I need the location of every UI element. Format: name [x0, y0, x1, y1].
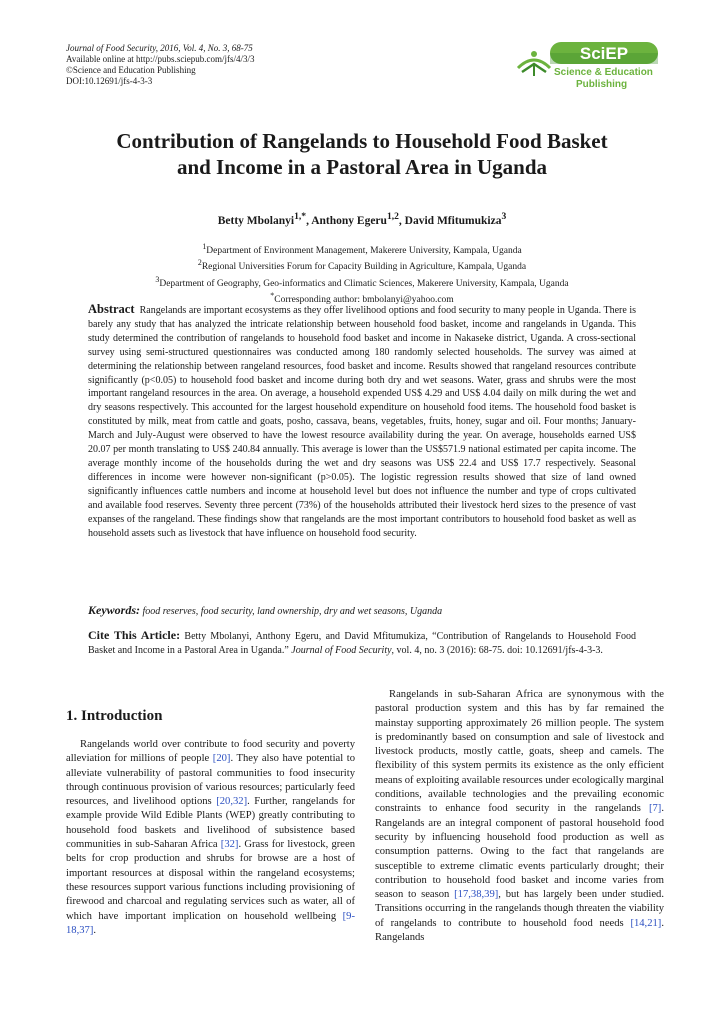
cite-journal: Journal of Food Security — [291, 645, 392, 656]
book-hands-icon — [514, 42, 554, 82]
affiliation-1: $^1$Department of Environment Management, Makerere University, Kampala, Uganda — [202, 242, 522, 257]
author-2-affil: 1,2 — [386, 211, 399, 222]
cite-text-before: Betty Mbolanyi, Anthony Egeru, and David Mfitumukiza, “Contribution of Rangelands to Household Food Basket and Income in a Pastoral Area in Uganda.” — [88, 631, 636, 656]
author-3: David Mfitumukiza — [404, 214, 502, 227]
journal-citation-line: Journal of Food Security, 2016, Vol. 4, No. 3, 68-75 — [66, 43, 253, 53]
intro-paragraph-2: Rangelands in sub-Saharan Africa are synonymous with the pastoral production system and this has by far remained the mainstay supporting approximately 26 million people. The system is predominantly based on consumption and sale of livestock and livestock products, mostly cattle, goats, sheep and camels. The flexibility of this system permits its existence as the only efficient means of exploiting available resources under ecologically marginal conditions, available technologies and the prevailing economic constraints to enhance food security in the rangelands [7]. Rangelands are an integral component of pastoral household food security by influencing household food production as well as consumption patterns. Owing to the fact that rangelands are susceptible to extreme climatic events particularly drought; their contribution to household food basket and income varies from season to season [17,38,39], but has largely been under studied. Transitions occurring in the rangelands though threaten the viability of rangelands to contribute to household food needs [14,21]. Rangelands — [375, 689, 664, 944]
left-column — [66, 738, 355, 938]
logo-line-2: Publishing — [576, 79, 628, 90]
abstract — [88, 303, 636, 540]
availability-line[interactable]: Available online at http://pubs.sciepub.com/jfs/4/3/3 — [66, 54, 255, 64]
reference-link[interactable]: [20,32] — [216, 796, 248, 808]
reference-link[interactable]: [14,21] — [630, 917, 662, 929]
cite-this-article — [88, 628, 636, 658]
logo-line-1: Science & Education — [554, 67, 653, 78]
cite-label: Cite This Article: — [88, 628, 181, 642]
author-list: Betty Mbolanyi$^{1,*}$, Anthony Egeru$^{1,2}$, David Mfitumukiza$^3$ — [217, 211, 507, 227]
abstract-label: Abstract — [88, 302, 135, 316]
title-line-1: Contribution of Rangelands to Household Food Basket — [116, 129, 608, 153]
reference-link[interactable]: [17,38,39] — [454, 889, 499, 901]
author-2: Anthony Egeru — [311, 214, 387, 227]
reference-link[interactable]: [20] — [212, 753, 231, 765]
copyright-line: ©Science and Education Publishing — [66, 65, 196, 75]
section-heading-introduction: 1. Introduction — [66, 708, 163, 724]
sciep-badge — [550, 42, 658, 64]
author-3-affil: 3 — [501, 211, 507, 222]
journal-metadata — [66, 43, 255, 87]
author-1: Betty Mbolanyi — [217, 214, 295, 227]
affiliation-2: $^2$Regional Universities Forum for Capacity Building in Agriculture, Kampala, Uganda — [197, 258, 527, 273]
intro-paragraph-1: Rangelands world over contribute to food security and poverty alleviation for millions of people [20]. They also have potential to alleviate vulnerability of pastoral communities to food insecurity through continuous provision of various resources; particularly feed resources, and livelihood options [20,32]. Further, rangelands for example provide Wild Edible Plants (WEP) greatly contributing to household food baskets and livelihood of subsistence based communities in sub-Saharan Africa [32]. Grass for livestock, green belts for crop production and shrubs for browse are a host of important resources at disposal within the rangeland ecosystems; these resources support various functions including provisioning of firewood and charcoal and regulating services such as water, all of which have important implication on household wellbeing [9-18,37]. — [66, 739, 356, 936]
paper-title — [60, 128, 664, 180]
keywords — [88, 603, 636, 618]
abstract-text: Rangelands are important ecosystems as they offer livelihood options and food security to many people in Uganda. There is barely any study that has analyzed the intricate relationship between household food basket, income and rangelands in Uganda. This study determined the contribution of rangelands to household food basket and income in Nakaseke district, Uganda. A cross-sectional survey using semi-structured questionnaires was conducted among 180 randomly selected households. The survey was aimed at determining the relationship between rangeland resources, food basket and income. Results showed that rangeland resources contribute significantly (p<0.05) to household food basket and income during both dry and wet seasons. Water, grass and shrubs were the most important rangeland resources in the area. On average, a household expended US$ 4.29 and US$ 4.04 daily on milk during the wet and dry seasons respectively. This accounted for the largest household expenditure on household food items. The household food basket is constituted by milk, meat from cattle and goats, posho, cassava, beans, vegetables, fruits, honey, sugar and oil. Four months; January-March and July-August were observed to have the lowest resource availability during the year. On average, households earned US$ 20.07 per month translating to US$ 240.84 annually. This average is lower than the US$571.9 national estimated per capita income. The average monthly income of the households during the wet and dry seasons was US$ 22.4 and US$ 17.7 respectively. Seasonal differences in income were however non-significant (p>0.05). The logistic regression results showed that size of land owned significantly influences cattle numbers and income at household level but does not influence the number and type of crops cultivated and available food reserves. Seventy three percent (73%) of the households attributed their livestock herd sizes to the presence of vast expanses of the rangeland. These findings show that rangelands are the most important contributors to household food basket as well as household assets such as livestock that have influence on household food security. — [88, 305, 637, 539]
sciep-logo — [514, 38, 664, 96]
doi-line: DOI:10.12691/jfs-4-3-3 — [66, 76, 153, 86]
reference-link[interactable]: [7] — [648, 803, 662, 815]
author-1-affil: 1,* — [294, 211, 307, 222]
keywords-text: food reserves, food security, land ownership, dry and wet seasons, Uganda — [142, 606, 443, 617]
reference-link[interactable]: [32] — [220, 839, 239, 851]
affiliations — [60, 241, 664, 307]
cite-text-after: , vol. 4, no. 3 (2016): 68-75. doi: 10.12691/jfs-4-3-3. — [391, 645, 603, 656]
keywords-label: Keywords: — [88, 603, 140, 617]
right-column — [375, 688, 664, 945]
badge-text: SciEP — [579, 44, 629, 63]
affiliation-3: $^3$Department of Geography, Geo-informatics and Climatic Sciences, Makerere University, Kampala, Uganda — [155, 274, 569, 290]
title-line-2: and Income in a Pastoral Area in Uganda — [176, 155, 548, 179]
corresponding-author: *Corresponding author: bmbolanyi@yahoo.com — [270, 291, 454, 306]
reference-link[interactable]: [9-18,37] — [66, 910, 355, 936]
